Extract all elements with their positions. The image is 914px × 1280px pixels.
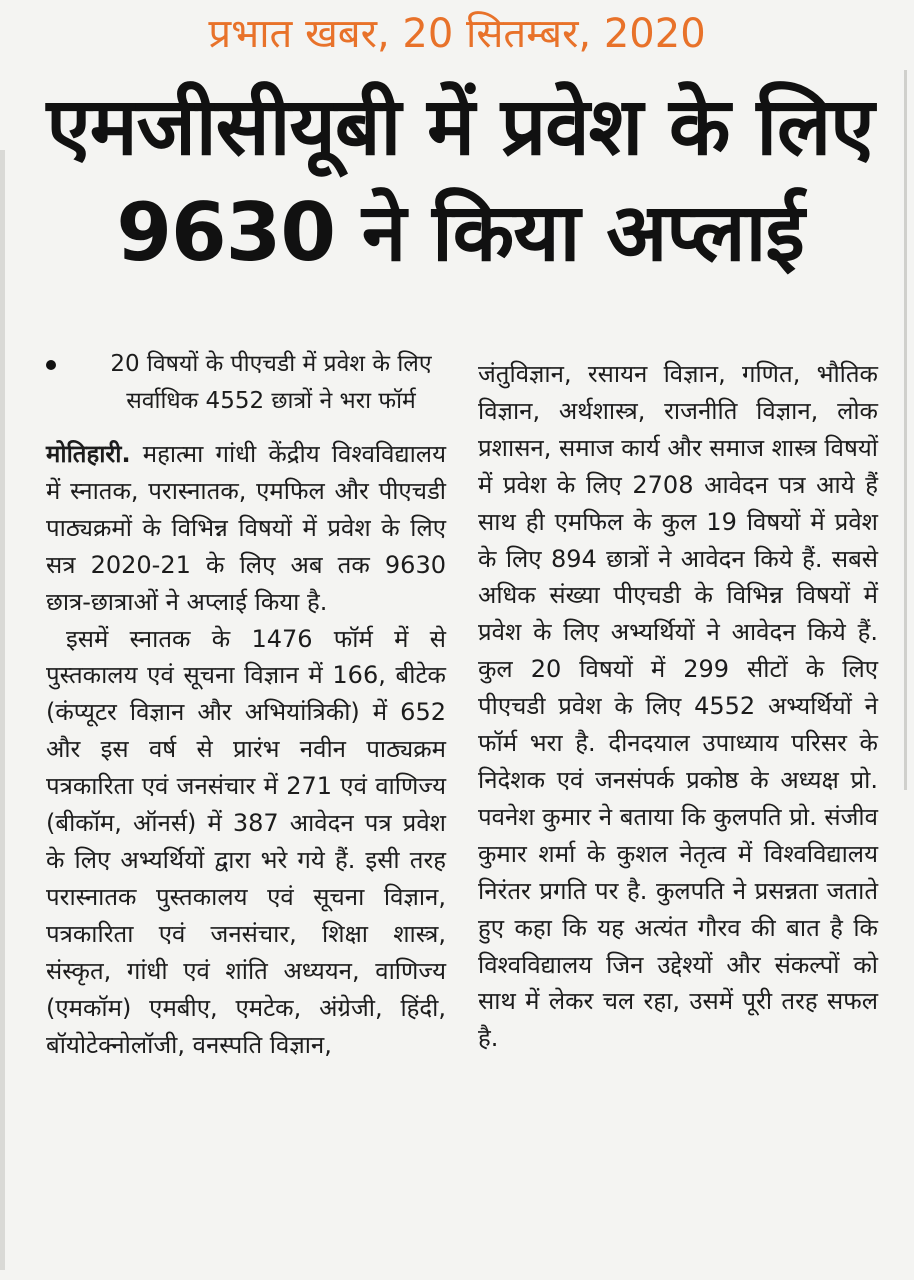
bullet-icon: [46, 360, 56, 370]
article-paragraph-1: [46, 436, 446, 621]
dateline: मोतिहारी.: [46, 440, 131, 468]
deck-subheadline: 20 विषयों के पीएचडी में प्रवेश के लिए सर्वाधिक 4552 छात्रों ने भरा फॉर्म: [110, 351, 432, 414]
article-paragraph-2: इसमें स्नातक के 1476 फॉर्म में से पुस्तकालय एवं सूचना विज्ञान में 166, बीटेक (कंप्यूटर विज्ञान और अभियांत्रिकी) में 652 और इस वर्ष से प्रारंभ नवीन पाठ्यक्रम पत्रकारिता एवं जनसंचार में 271 एवं वाणिज्य (बीकॉम, ऑनर्स) में 387 आवेदन पत्र प्रवेश के लिए अभ्यर्थियों द्वारा भरे गये हैं. इसी तरह परास्नातक पुस्तकालय एवं सूचना विज्ञान, पत्रकारिता एवं जनसंचार, शिक्षा शास्त्र, संस्कृत, गांधी एवं शांति अध्ययन, वाणिज्य (एमकॉम) एमबीए, एमटेक, अंग्रेजी, हिंदी, बॉयोटेक्नोलॉजी, वनस्पति विज्ञान,: [46, 624, 446, 1059]
paragraph-1-text: महात्मा गांधी केंद्रीय विश्वविद्यालय में स्नातक, परास्नातक, एमफिल और पीएचडी पाठ्यक्रमों के विभिन्न विषयों में प्रवेश के लिए सत्र 2020-21 के लिए अब तक 9630 छात्र-छात्राओं ने अप्लाई किया है.: [46, 440, 446, 616]
article-column-left: [46, 436, 446, 1063]
page-edge-rule: [0, 150, 5, 1270]
article-column-right: [478, 356, 878, 1057]
column-rule: [904, 70, 907, 790]
source-date-line: प्रभात खबर, 20 सितम्बर, 2020: [208, 11, 706, 57]
article-paragraph-3: जंतुविज्ञान, रसायन विज्ञान, गणित, भौतिक विज्ञान, अर्थशास्त्र, राजनीति विज्ञान, लोक प्रशासन, समाज कार्य और समाज शास्त्र विषयों में प्रवेश के लिए 2708 आवेदन पत्र आये हैं साथ ही एमफिल के कुल 19 विषयों में प्रवेश के लिए 894 छात्रों ने आवेदन किये हैं. सबसे अधिक संख्या पीएचडी के विभिन्न विषयों में प्रवेश के लिए अभ्यर्थियों ने आवेदन किये हैं. कुल 20 विषयों में 299 सीटों के लिए पीएचडी प्रवेश के लिए 4552 अभ्यर्थियों ने फॉर्म भरा है. दीनदयाल उपाध्याय परिसर के निदेशक एवं जनसंपर्क प्रकोष्ठ के अध्यक्ष प्रो. पवनेश कुमार ने बताया कि कुलपति प्रो. संजीव कुमार शर्मा के कुशल नेतृत्व में विश्वविद्यालय निरंतर प्रगति पर है. कुलपति ने प्रसन्नता जताते हुए कहा कि यह अत्यंत गौरव की बात है कि विश्वविद्यालय जिन उद्देश्यों और संकल्पों को साथ में लेकर चल रहा, उसमें पूरी तरह सफल है.: [478, 360, 878, 1053]
headline: एमजीसीयूबी में प्रवेश के लिए 9630 ने किया अप्लाई: [46, 80, 874, 279]
